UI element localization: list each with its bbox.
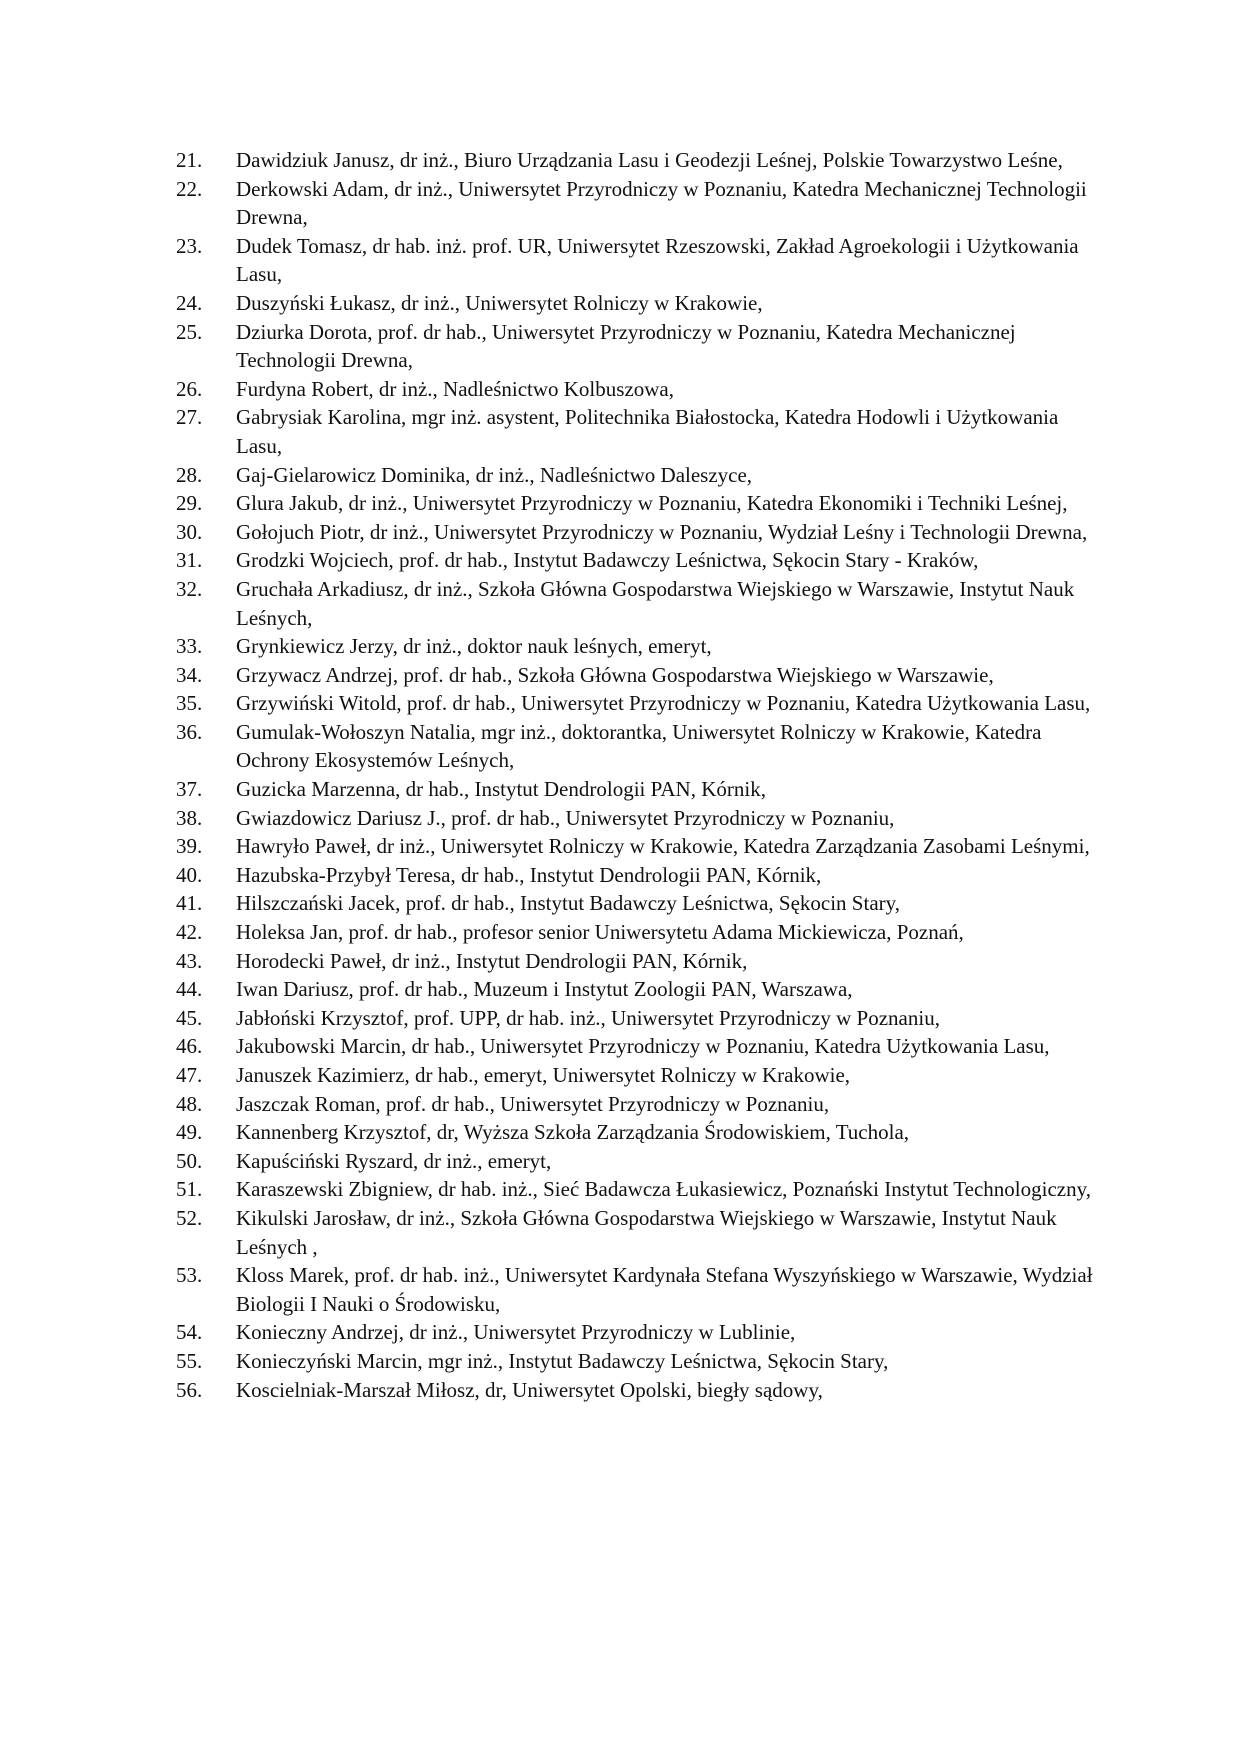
list-item [176,1032,1096,1061]
list-item [176,403,1096,460]
list-item [176,947,1096,976]
list-item [176,461,1096,490]
list-item [176,718,1096,775]
item-number: 24. [176,290,203,315]
item-number: 48. [176,1091,203,1116]
item-text: Hilszczański Jacek, prof. dr hab., Instytut Badawczy Leśnictwa, Sękocin Stary, [236,891,901,916]
list-item [176,889,1096,918]
list-item [176,689,1096,718]
item-text: Jabłoński Krzysztof, prof. UPP, dr hab. inż., Uniwersytet Przyrodniczy w Poznaniu, [236,1005,940,1030]
item-text: Kannenberg Krzysztof, dr, Wyższa Szkoła Zarządzania Środowiskiem, Tuchola, [236,1120,910,1145]
item-text: Furdyna Robert, dr inż., Nadleśnictwo Kolbuszowa, [236,376,674,401]
item-text: Jakubowski Marcin, dr hab., Uniwersytet Przyrodniczy w Poznaniu, Katedra Użytkowania Lasu, [236,1034,1050,1059]
item-number: 55. [176,1348,203,1373]
list-item [176,661,1096,690]
item-text: Jaszczak Roman, prof. dr hab., Uniwersytet Przyrodniczy w Poznaniu, [236,1091,830,1116]
item-text: Grzywacz Andrzej, prof. dr hab., Szkoła Główna Gospodarstwa Wiejskiego w Warszawie, [236,662,994,687]
list-item [176,546,1096,575]
item-number: 44. [176,977,203,1002]
list-item [176,832,1096,861]
item-text: Gabrysiak Karolina, mgr inż. asystent, Politechnika Białostocka, Katedra Hodowli i Użytkowania Lasu, [236,405,1059,458]
list-item [176,918,1096,947]
item-text: Hazubska-Przybył Teresa, dr hab., Instytut Dendrologii PAN, Kórnik, [236,862,822,887]
item-text: Grynkiewicz Jerzy, dr inż., doktor nauk leśnych, emeryt, [236,634,712,659]
item-number: 23. [176,233,203,258]
list-item [176,1090,1096,1119]
item-number: 37. [176,777,203,802]
item-text: Gumulak-Wołoszyn Natalia, mgr inż., doktorantka, Uniwersytet Rolniczy w Krakowie, Katedra Ochrony Ekosystemów Leśnych, [236,719,1042,773]
item-text: Grzywiński Witold, prof. dr hab., Uniwersytet Przyrodniczy w Poznaniu, Katedra Użytkowania Lasu, [236,691,1091,716]
item-number: 30. [176,519,203,544]
list-item [176,489,1096,518]
list-item [176,1147,1096,1176]
item-number: 32. [176,576,203,601]
reviewer-list [176,146,1096,1404]
item-number: 25. [176,319,203,344]
list-item [176,804,1096,833]
item-text: Horodecki Paweł, dr inż., Instytut Dendrologii PAN, Kórnik, [236,948,748,973]
item-text: Guzicka Marzenna, dr hab., Instytut Dendrologii PAN, Kórnik, [236,777,766,802]
item-text: Konieczny Andrzej, dr inż., Uniwersytet Przyrodniczy w Lublinie, [236,1320,796,1345]
item-number: 52. [176,1205,203,1230]
item-text: Dziurka Dorota, prof. dr hab., Uniwersytet Przyrodniczy w Poznaniu, Katedra Mechanicznej Technologii Drewna, [236,319,1016,373]
list-item [176,1347,1096,1376]
item-number: 46. [176,1034,203,1059]
item-text: Holeksa Jan, prof. dr hab., profesor senior Uniwersytetu Adama Mickiewicza, Poznań, [236,920,964,945]
item-text: Karaszewski Zbigniew, dr hab. inż., Sieć Badawcza Łukasiewicz, Poznański Instytut Technologiczny, [236,1177,1091,1202]
item-number: 53. [176,1263,203,1288]
item-text: Kikulski Jarosław, dr inż., Szkoła Główna Gospodarstwa Wiejskiego w Warszawie, Instytut Nauk Leśnych , [236,1205,1057,1259]
list-item [176,861,1096,890]
item-number: 47. [176,1063,203,1087]
item-text: Gaj-Gielarowicz Dominika, dr inż., Nadleśnictwo Daleszyce, [236,462,753,487]
item-number: 36. [176,719,203,744]
item-text: Grodzki Wojciech, prof. dr hab., Instytut Badawczy Leśnictwa, Sękocin Stary - Kraków, [236,548,979,573]
item-text: Konieczyński Marcin, mgr inż., Instytut Badawczy Leśnictwa, Sękocin Stary, [236,1348,889,1373]
item-number: 38. [176,805,203,830]
item-number: 29. [176,491,203,516]
list-item [176,1061,1096,1090]
item-text: Gołojuch Piotr, dr inż., Uniwersytet Przyrodniczy w Poznaniu, Wydział Leśny i Technologii Drewna, [236,519,1088,544]
list-item [176,518,1096,547]
item-text: Dudek Tomasz, dr hab. inż. prof. UR, Uniwersytet Rzeszowski, Zakład Agroekologii i Użytkowania Lasu, [236,233,1079,287]
item-number: 40. [176,862,203,887]
list-item [176,318,1096,375]
item-number: 43. [176,948,203,973]
item-number: 54. [176,1320,203,1345]
list-item [176,1175,1096,1204]
item-number: 42. [176,920,203,945]
item-text: Iwan Dariusz, prof. dr hab., Muzeum i Instytut Zoologii PAN, Warszawa, [236,977,853,1002]
item-number: 31. [176,548,203,573]
list-item [176,975,1096,1004]
item-text: Derkowski Adam, dr inż., Uniwersytet Przyrodniczy w Poznaniu, Katedra Mechanicznej Technologii Drewna, [236,176,1087,230]
item-number: 49. [176,1120,203,1145]
item-number: 45. [176,1005,203,1030]
item-text: Glura Jakub, dr inż., Uniwersytet Przyrodniczy w Poznaniu, Katedra Ekonomiki i Techniki Leśnej, [236,491,1068,516]
item-text: Hawryło Paweł, dr inż., Uniwersytet Rolniczy w Krakowie, Katedra Zarządzania Zasobami Leśnymi, [236,834,1090,859]
list-item [176,1204,1096,1261]
list-item [176,175,1096,232]
item-number: 56. [176,1377,203,1402]
item-text: Dawidziuk Janusz, dr inż., Biuro Urządzania Lasu i Geodezji Leśnej, Polskie Towarzystwo Leśne, [236,148,1063,172]
item-text: Kapuściński Ryszard, dr inż., emeryt, [236,1148,552,1173]
item-number: 34. [176,662,203,687]
item-number: 27. [176,405,203,430]
item-text: Kloss Marek, prof. dr hab. inż., Uniwersytet Kardynała Stefana Wyszyńskiego w Warszawie, Wydział Biologii I Nauki o Środowisku, [236,1263,1093,1316]
item-number: 50. [176,1148,203,1173]
item-number: 41. [176,891,203,916]
list-item [176,1004,1096,1033]
item-text: Gwiazdowicz Dariusz J., prof. dr hab., Uniwersytet Przyrodniczy w Poznaniu, [236,805,895,830]
item-number: 26. [176,376,203,401]
item-number: 35. [176,691,203,716]
item-text: Duszyński Łukasz, dr inż., Uniwersytet Rolniczy w Krakowie, [236,290,763,315]
list-item [176,775,1096,804]
list-item [176,632,1096,661]
item-text: Januszek Kazimierz, dr hab., emeryt, Uniwersytet Rolniczy w Krakowie, [236,1063,851,1087]
list-item [176,232,1096,289]
item-number: 21. [176,148,203,172]
item-number: 33. [176,634,203,659]
list-item [176,1261,1096,1318]
list-item [176,289,1096,318]
list-item [176,375,1096,404]
item-number: 22. [176,176,203,201]
list-item [176,1118,1096,1147]
list-item [176,1318,1096,1347]
item-text: Koscielniak-Marszał Miłosz, dr, Uniwersytet Opolski, biegły sądowy, [236,1377,823,1402]
item-text: Gruchała Arkadiusz, dr inż., Szkoła Główna Gospodarstwa Wiejskiego w Warszawie, Instytut Nauk Leśnych, [236,576,1075,630]
item-number: 51. [176,1177,203,1202]
list-item [176,146,1096,175]
item-number: 28. [176,462,203,487]
item-number: 39. [176,834,203,859]
list-item [176,1376,1096,1405]
list-item [176,575,1096,632]
